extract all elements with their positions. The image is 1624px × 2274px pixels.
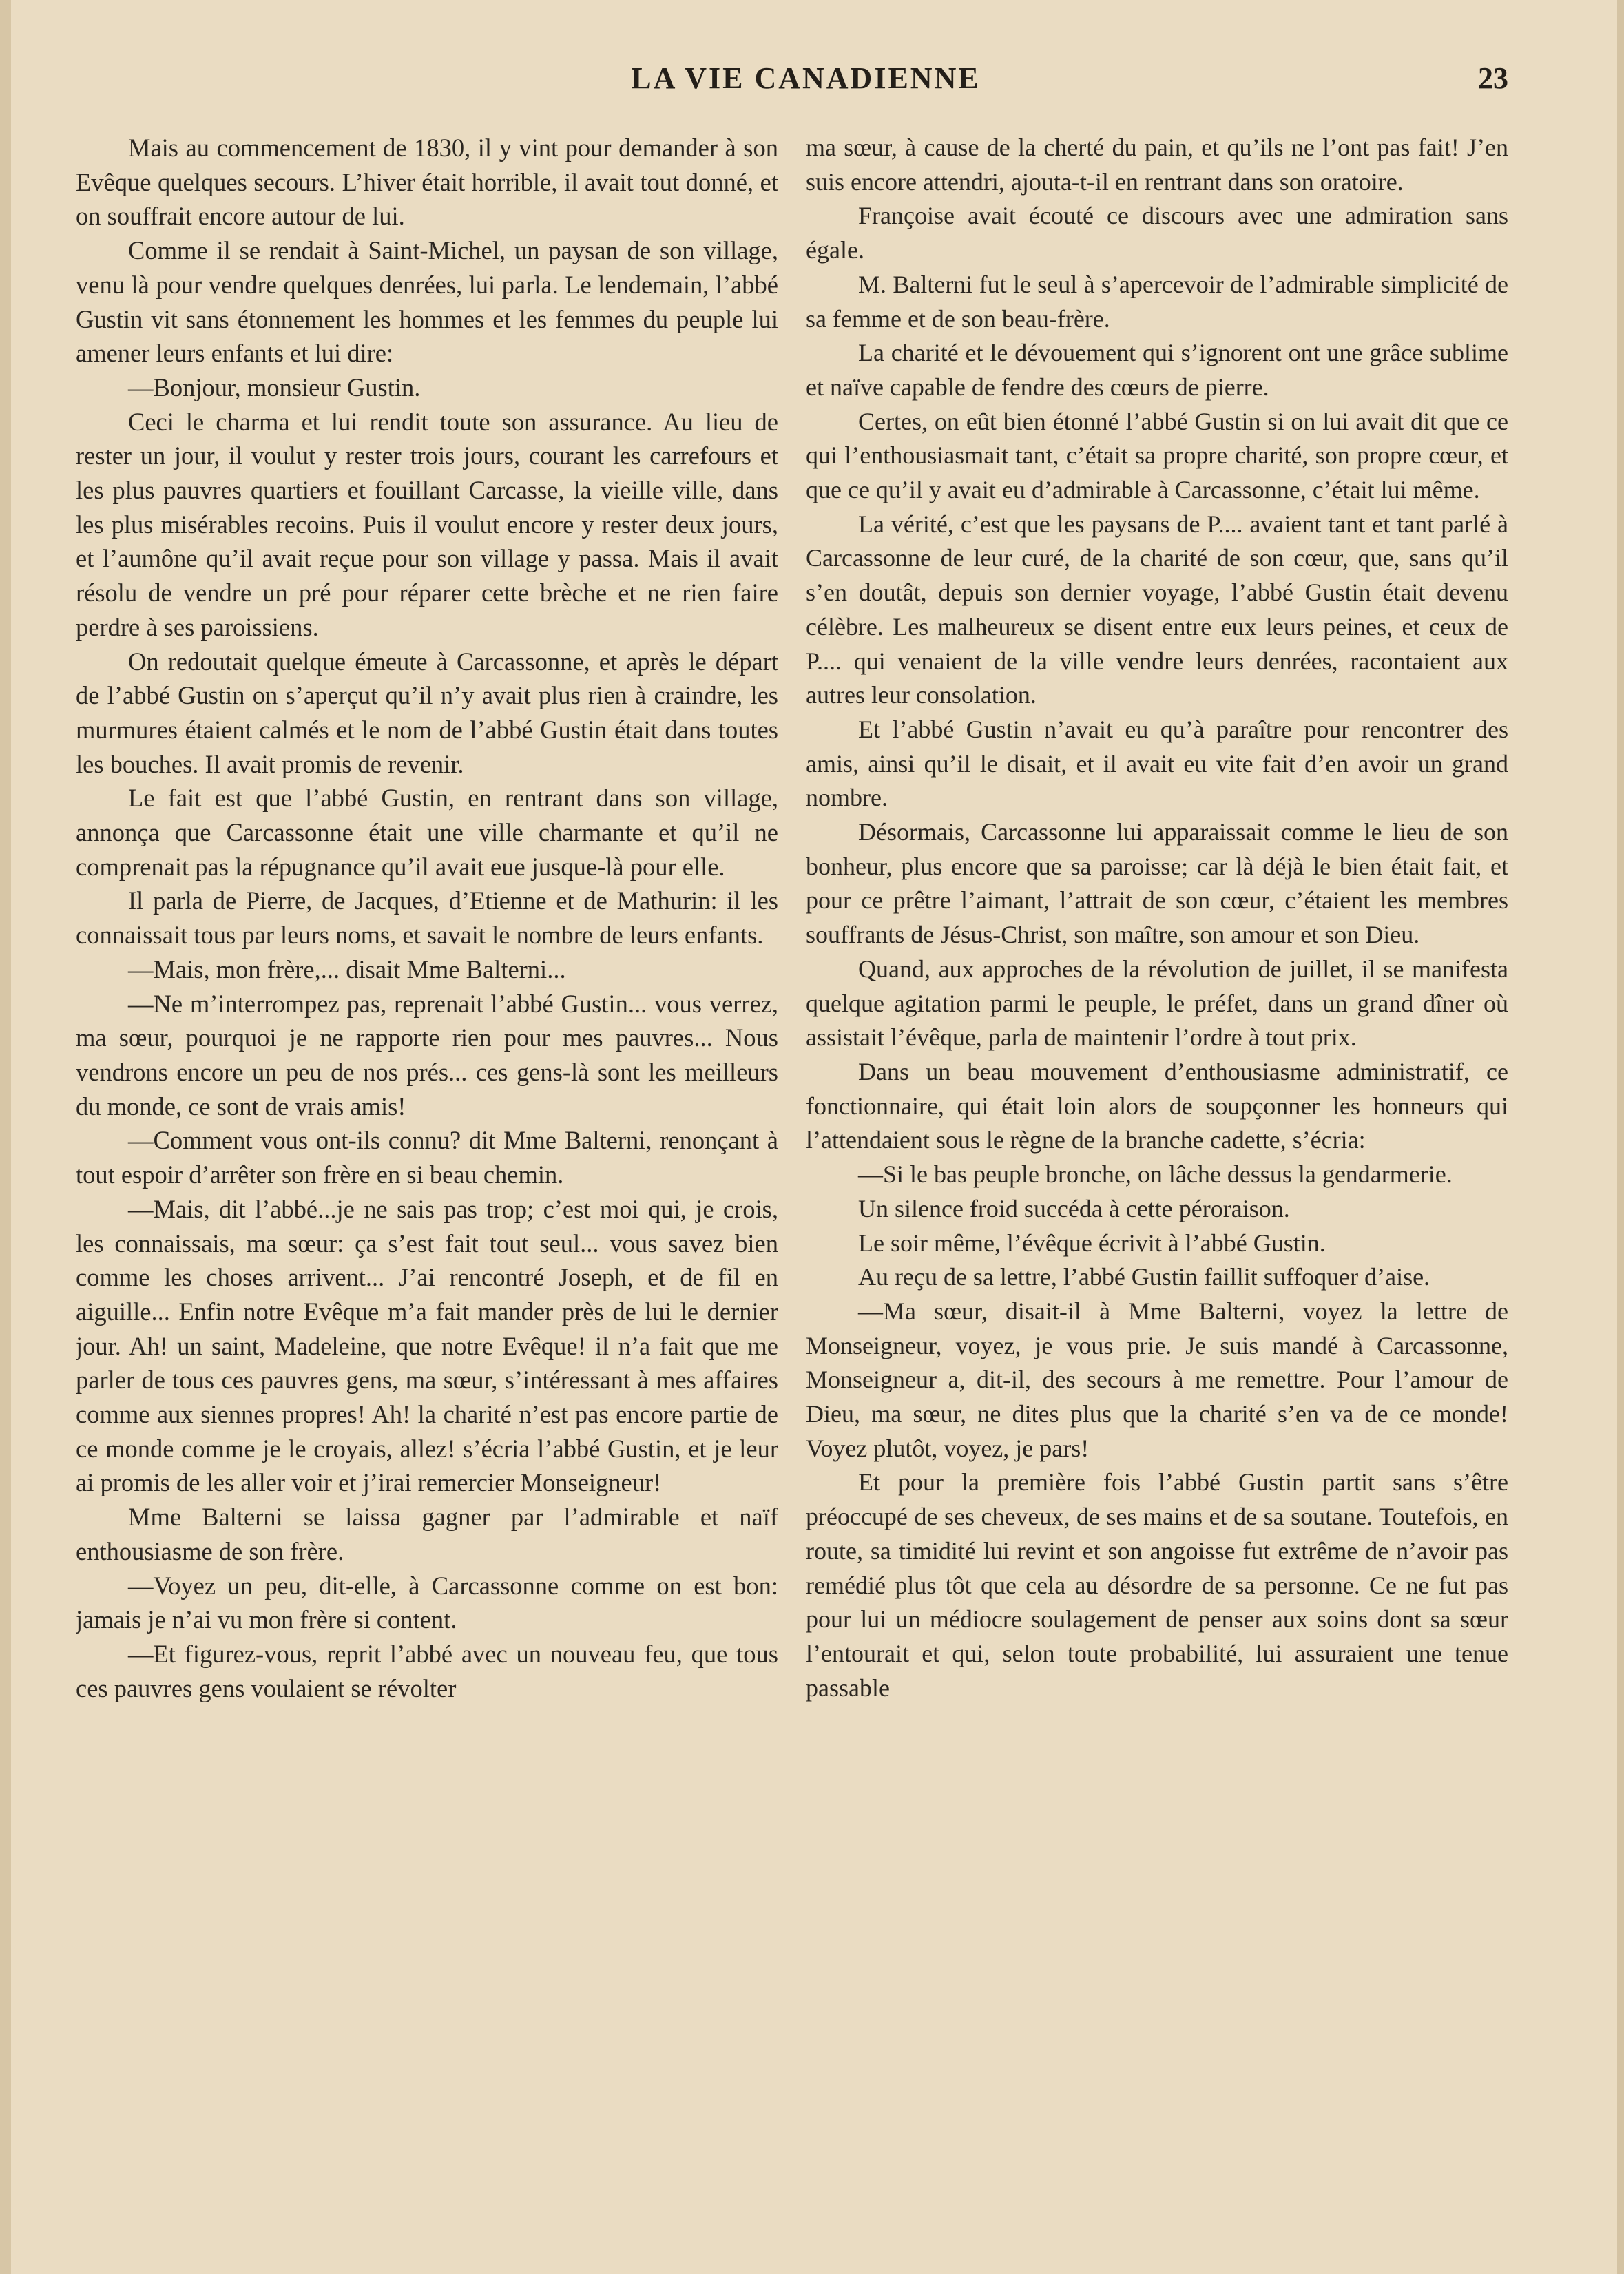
paragraph: La vérité, c’est que les paysans de P.... avaient tant et tant parlé à Carcassonne de leur curé, de la charité de son cœur, que, sans qu’il s’en doutât, depuis son dernier voyage, l’abbé Gustin était devenu célèbre. Les malheureux se disent entre eux leurs peines, et ceux de P.... qui venaient de la ville vendre leurs denrées, racontaient aux autres leur consolation. xyxy=(806,510,1508,709)
paragraph: Dans un beau mouvement d’enthousiasme administratif, ce fonctionnaire, qui était loin alors de soupçonner les honneurs qui l’attendaient sous le règne de la branche cadette, s’écria: xyxy=(806,1057,1508,1154)
paragraph: —Ne m’interrompez pas, reprenait l’abbé Gustin... vous verrez, ma sœur, pourquoi je ne rapporte rien pour mes pauvres... Nous vendrons encore un peu de nos prés... ces gens-là sont les meilleurs du monde, ce sont de vrais amis! xyxy=(76,989,778,1120)
paragraph: Mme Balterni se laissa gagner par l’admirable et naïf enthousiasme de son frère. xyxy=(76,1503,778,1565)
paragraph: Un silence froid succéda à cette péroraison. xyxy=(858,1194,1290,1222)
paragraph: —Mais, dit l’abbé...je ne sais pas trop; c’est moi qui, je crois, les connaissais, ma sœur: ça s’est fait tout seul... vous savez bien comme les choses arrivent... J’ai rencontré Joseph, et de fil en aiguille... Enfin notre Evêque m’a fait mander près de lui le dernier jour. Ah! un saint, Madeleine, que notre Evêque! il n’a fait que me parler de tous ces pauvres gens, ma sœur, s’intéressant à mes affaires comme aux siennes propres! Ah! la charité n’est pas encore partie de ce monde comme je le croyais, allez! s’écria l’abbé Gustin, et je leur ai promis de les aller voir et j’irai remercier Monseigneur! xyxy=(76,1194,778,1497)
paragraph: Désormais, Carcassonne lui apparaissait comme le lieu de son bonheur, plus encore que sa paroisse; car là déjà le bien était fait, et pour ce prêtre l’aimant, l’attrait de son cœur, c’étaient les membres souffrants de Jésus-Christ, son maître, son amour et son Dieu. xyxy=(806,818,1508,949)
text-columns xyxy=(76,131,1508,2197)
paragraph: —Et figurez-vous, reprit l’abbé avec un nouveau feu, que tous ces pauvres gens voulaient se révolter xyxy=(76,1639,778,1702)
paragraph: Certes, on eût bien étonné l’abbé Gustin si on lui avait dit que ce qui l’enthousiasmait tant, c’était sa propre charité, son propre cœur, et que ce qu’il y avait eu d’admirable à Carcassonne, c’était lui même. xyxy=(806,407,1508,504)
running-title: LA VIE CANADIENNE xyxy=(631,61,981,95)
paragraph: Comme il se rendait à Saint-Michel, un paysan de son village, venu là pour vendre quelques denrées, lui parla. Le lendemain, l’abbé Gustin vit sans étonnement les hommes et les femmes du peuple lui amener leurs enfants et lui dire: xyxy=(76,236,778,368)
paragraph: Au reçu de sa lettre, l’abbé Gustin faillit suffoquer d’aise. xyxy=(858,1263,1430,1291)
paragraph: —Si le bas peuple bronche, on lâche dessus la gendarmerie. xyxy=(858,1160,1453,1189)
paragraph: La charité et le dévouement qui s’ignorent ont une grâce sublime et naïve capable de fendre des cœurs de pierre. xyxy=(806,339,1508,401)
paragraph: Et l’abbé Gustin n’avait eu qu’à paraître pour rencontrer des amis, ainsi qu’il le disait, et il avait eu vite fait d’en avoir un grand nombre. xyxy=(806,715,1508,812)
page-number: 23 xyxy=(1478,61,1508,95)
paragraph: —Ma sœur, disait-il à Mme Balterni, voyez la lettre de Monseigneur, voyez, je vous prie. Je suis mandé à Carcassonne, Monseigneur a, dit-il, des secours à me remettre. Pour l’amour de Dieu, ma sœur, ne dites plus que la charité s’en va de ce monde! Voyez plutôt, voyez, je pars! xyxy=(806,1297,1508,1462)
page-header xyxy=(103,61,1508,109)
paragraph: On redoutait quelque émeute à Carcassonne, et après le départ de l’abbé Gustin on s’aperçut qu’il n’y avait plus rien à craindre, les murmures étaient calmés et le nom de l’abbé Gustin était dans toutes les bouches. Il avait promis de revenir. xyxy=(76,647,778,778)
paragraph: M. Balterni fut le seul à s’apercevoir de l’admirable simplicité de sa femme et de son beau-frère. xyxy=(806,270,1508,333)
paragraph: Mais au commencement de 1830, il y vint pour demander à son Evêque quelques secours. L’hiver était horrible, il avait tout donné, et on souffrait encore autour de lui. xyxy=(76,134,778,231)
paragraph: Il parla de Pierre, de Jacques, d’Etienne et de Mathurin: il les connaissait tous par leurs noms, et savait le nombre de leurs enfants. xyxy=(76,886,778,950)
left-column xyxy=(76,131,778,2197)
paragraph-continuation: ma sœur, à cause de la cherté du pain, et qu’ils ne l’ont pas fait! J’en suis encore attendri, ajouta-t-il en rentrant dans son oratoire. xyxy=(806,134,1508,196)
paragraph: —Bonjour, monsieur Gustin. xyxy=(128,373,421,401)
paragraph: —Voyez un peu, dit-elle, à Carcassonne comme on est bon: jamais je n’ai vu mon frère si content. xyxy=(76,1571,778,1634)
paragraph: Ceci le charma et lui rendit toute son assurance. Au lieu de rester un jour, il voulut y rester trois jours, courant les carrefours et les plus pauvres quartiers et fouillant Carcasse, la vieille ville, dans les plus misérables recoins. Puis il voulut encore y rester deux jours, et l’aumône qu’il avait reçue pour son village y passa. Mais il avait résolu de vendre un pré pour réparer cette brèche et ne rien faire perdre à ses paroissiens. xyxy=(76,407,778,641)
paragraph: —Comment vous ont-ils connu? dit Mme Balterni, renonçant à tout espoir d’arrêter son frère en si beau chemin. xyxy=(76,1126,778,1189)
paragraph: Le fait est que l’abbé Gustin, en rentrant dans son village, annonça que Carcassonne était une ville charmante et qu’il ne comprenait pas la répugnance qu’il avait eue jusque-là pour elle. xyxy=(76,784,778,881)
paragraph: Quand, aux approches de la révolution de juillet, il se manifesta quelque agitation parmi le peuple, le préfet, dans un grand dîner où assistait l’évêque, parla de maintenir l’ordre à tout prix. xyxy=(806,955,1508,1052)
paragraph: Françoise avait écouté ce discours avec une admiration sans égale. xyxy=(806,202,1508,264)
paragraph: Et pour la première fois l’abbé Gustin partit sans s’être préoccupé de ses cheveux, de ses mains et de sa soutane. Toutefois, en route, sa timidité lui revint et son angoisse fut extrême de n’avoir pas remédié plus tôt que cela au désordre de sa personne. Ce ne fut pas pour lui un médiocre soulagement de penser aux soins dont sa sœur l’entourait et qui, selon toute probabilité, lui assuraient une tenue passable xyxy=(806,1468,1508,1702)
paragraph: —Mais, mon frère,... disait Mme Balterni... xyxy=(128,955,566,983)
right-column xyxy=(806,131,1508,2197)
paragraph: Le soir même, l’évêque écrivit à l’abbé Gustin. xyxy=(858,1229,1326,1257)
